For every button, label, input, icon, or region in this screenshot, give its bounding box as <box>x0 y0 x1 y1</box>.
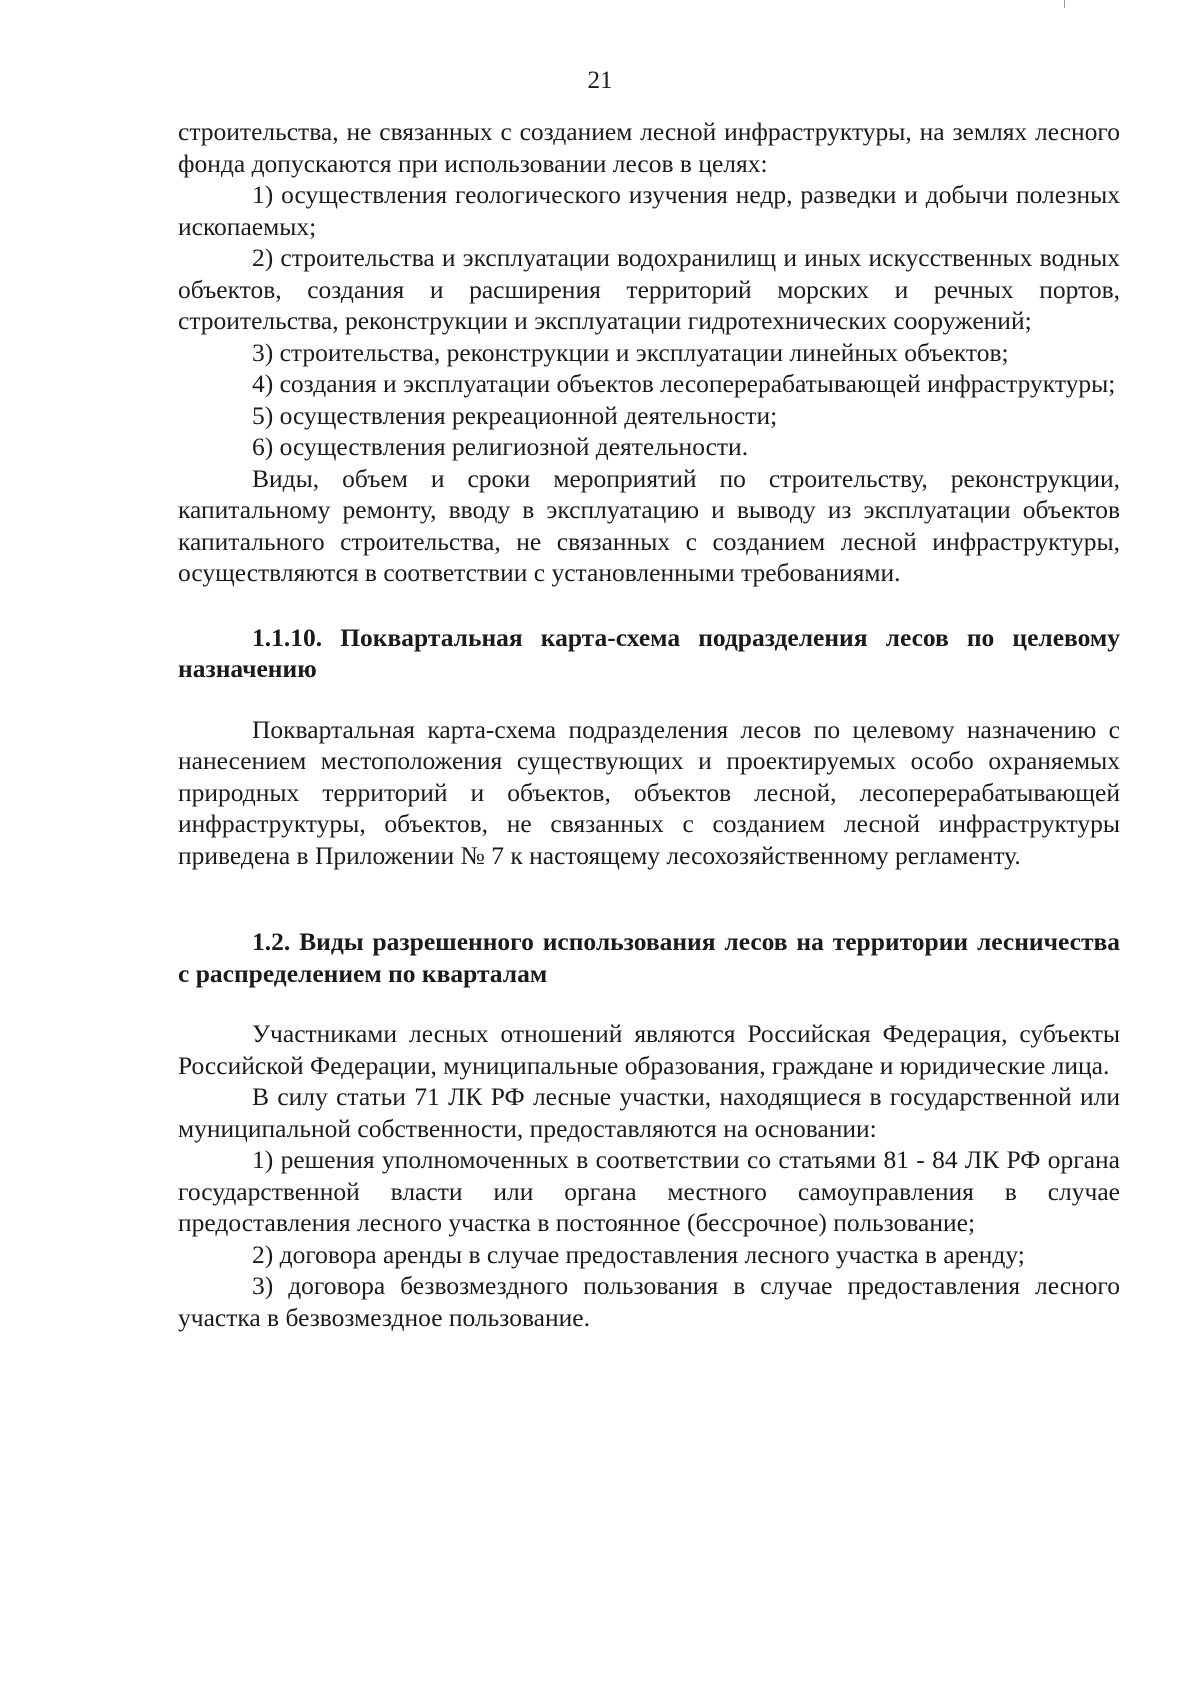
list-item-6: 6) осуществления религиозной деятельности. <box>252 432 749 461</box>
list-item-lease: 2) договора аренды в случае предоставления лесного участка в аренду; <box>252 1239 1025 1269</box>
page-number: 21 <box>587 67 613 94</box>
list-item-free-use: 3) договора безвозмездного пользования в случае предоставления лесного участка в безвозмездное пользование. <box>178 1271 1120 1332</box>
paragraph-article-71: В силу статьи 71 ЛК РФ лесные участки, находящиеся в государственной или муниципальной собственности, предоставляются на основании: <box>178 1082 1120 1143</box>
section-heading-1-2: 1.2. Виды разрешенного использования лесов на территории лесничества с распределением по кварталам <box>178 927 1120 988</box>
section-heading-1-1-10: 1.1.10. Поквартальная карта-схема подразделения лесов по целевому назначению <box>178 622 1120 683</box>
paragraph-participants: Участниками лесных отношений являются Российская Федерация, субъекты Российской Федерации, муниципальные образования, граждане и юридические лица. <box>178 1019 1120 1080</box>
list-item-4: 4) создания и эксплуатации объектов лесоперерабатывающей инфраструктуры; <box>252 369 1116 398</box>
scan-artifact <box>1064 0 1065 8</box>
document-body <box>178 116 1120 1333</box>
paragraph-continuation: строительства, не связанных с созданием лесной инфраструктуры, на землях лесного фонда допускаются при использовании лесов в целях: <box>178 117 1120 178</box>
paragraph-construction-requirements: Виды, объем и сроки мероприятий по строительству, реконструкции, капитальному ремонту, вводу в эксплуатацию и выводу из эксплуатации объектов капитального строительства, не связанных с созданием лесной инфраструктуры, осуществляются в соответствии с установленными требованиями. <box>178 463 1120 587</box>
paragraph-map-scheme: Поквартальная карта-схема подразделения лесов по целевому назначению с нанесением местоположения существующих и проектируемых особо охраняемых природных территорий и объектов, объектов лесной, лесоперерабатывающей инфраструктуры, объектов, не связанных с созданием лесной инфраструктуры приведена в Приложении № 7 к настоящему лесохозяйственному регламенту. <box>178 714 1120 870</box>
list-item-decision: 1) решения уполномоченных в соответствии со статьями 81 - 84 ЛК РФ органа государственной власти или органа местного самоуправления в случае предоставления лесного участка в постоянное (бессрочное) пользование; <box>178 1145 1120 1237</box>
list-item-2: 2) строительства и эксплуатации водохранилищ и иных искусственных водных объектов, создания и расширения территорий морских и речных портов, строительства, реконструкции и эксплуатации гидротехнических сооружений; <box>178 243 1120 335</box>
list-item-5: 5) осуществления рекреационной деятельности; <box>252 400 778 430</box>
list-item-3: 3) строительства, реконструкции и эксплуатации линейных объектов; <box>252 337 1009 367</box>
list-item-1: 1) осуществления геологического изучения недр, разведки и добычи полезных ископаемых; <box>178 180 1120 241</box>
